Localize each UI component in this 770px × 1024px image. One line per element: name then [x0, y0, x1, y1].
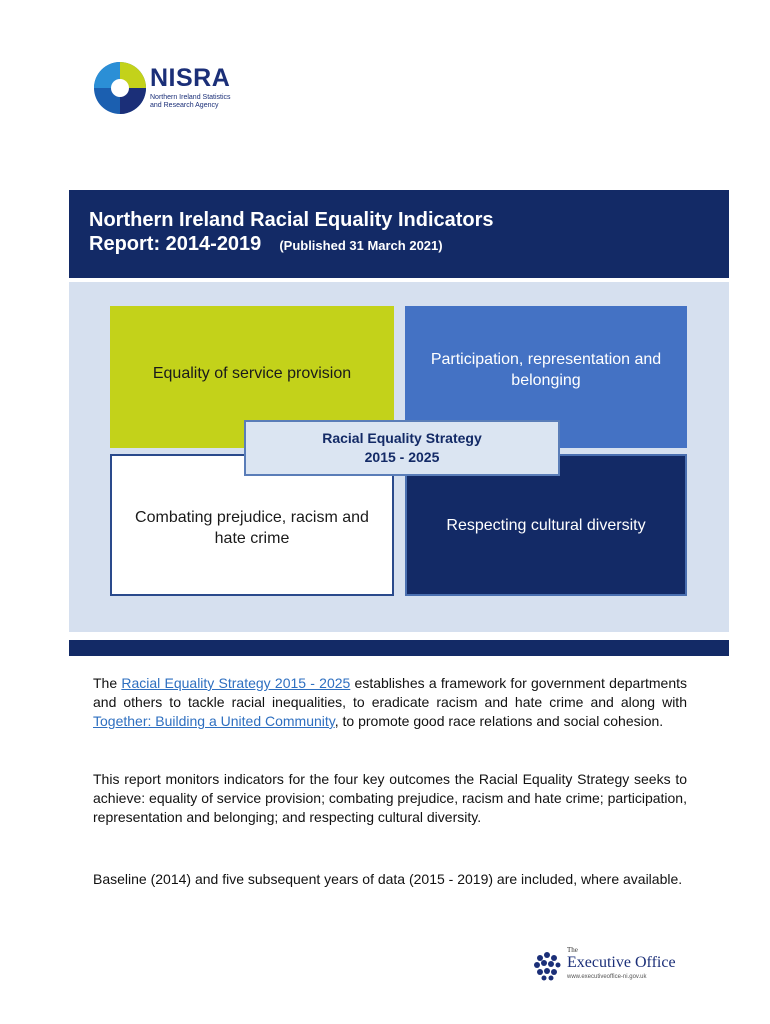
executive-office-url: www.executiveoffice-ni.gov.uk — [567, 974, 647, 980]
executive-office-the: The — [567, 946, 578, 954]
published-date: (Published 31 March 2021) — [279, 238, 443, 253]
nisra-logo — [92, 60, 262, 116]
tile-diversity-label: Respecting cultural diversity — [446, 516, 646, 534]
monitor-paragraph: This report monitors indicators for the four key outcomes the Racial Equality Strategy seeks to achieve: equality of service provision; combating prejudice, racism and hate crime; participation, representation and belonging; and respecting cultural diversity. — [93, 771, 687, 825]
intro-pre: The — [93, 675, 122, 691]
report-title-line1: Northern Ireland Racial Equality Indicators — [89, 209, 494, 231]
logo-subtitle-line2: and Research Agency — [150, 102, 219, 109]
strategy-line2: 2015 - 2025 — [364, 449, 440, 465]
intro-post: , to promote good race relations and social cohesion. — [334, 713, 664, 729]
baseline-paragraph: Baseline (2014) and five subsequent years of data (2015 - 2019) are included, where available. — [93, 871, 683, 887]
title-banner — [69, 190, 729, 278]
intro-mid: establishes a framework for government departments and others to tackle racial inequalities, to eradicate racism and hate crime and along with — [93, 675, 687, 710]
tile-prejudice-label: Combating prejudice, racism and hate crime — [135, 509, 369, 547]
strategy-box — [244, 420, 560, 476]
nisra-logo-icon — [92, 60, 148, 116]
logo-name: NISRA — [150, 64, 231, 92]
together-link[interactable]: Together: Building a United Community — [93, 713, 335, 729]
report-title — [89, 208, 494, 258]
tile-participation-label: Participation, representation and belonging — [430, 351, 662, 389]
executive-office-name: Executive Office — [567, 954, 676, 971]
strategy-line1: Racial Equality Strategy — [322, 430, 482, 446]
bottom-bar — [69, 640, 729, 656]
logo-subtitle — [150, 94, 260, 110]
report-years: Report: 2014-2019 — [89, 233, 262, 255]
executive-office-logo — [532, 946, 692, 986]
report-title-line2 — [89, 232, 494, 258]
executive-office-emblem-icon — [532, 950, 564, 982]
intro-paragraph — [93, 674, 687, 731]
logo-subtitle-line1: Northern Ireland Statistics — [150, 94, 231, 101]
racial-equality-strategy-link[interactable]: Racial Equality Strategy 2015 - 2025 — [121, 675, 351, 691]
tile-service-label: Equality of service provision — [152, 364, 352, 382]
